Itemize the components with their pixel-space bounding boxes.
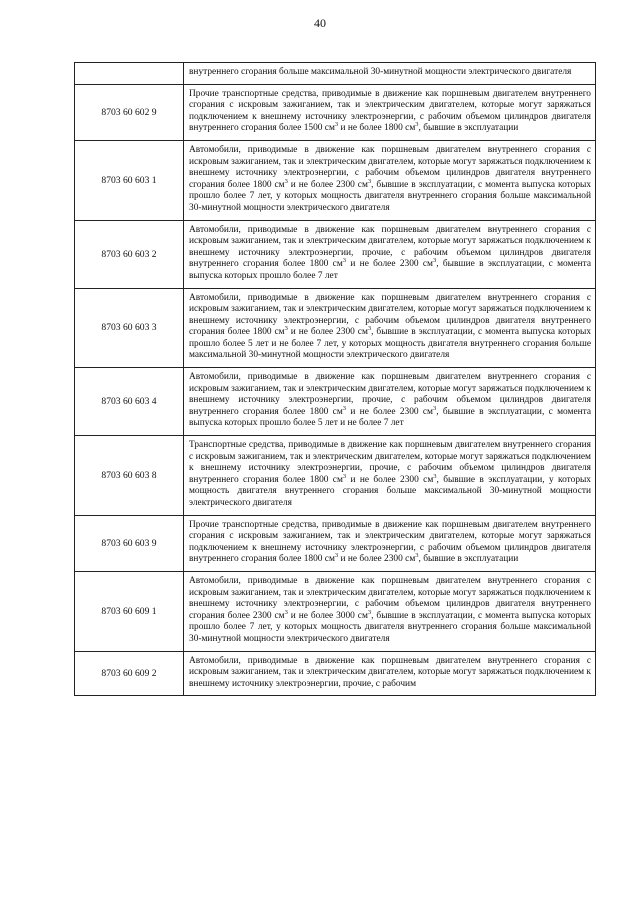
table-row — [75, 571, 596, 651]
description-text: и не более 2300 см — [346, 406, 433, 417]
table-row — [75, 368, 596, 436]
superscript-exponent: 3 — [433, 472, 437, 480]
description-text: и не более 2300 см — [346, 259, 433, 270]
description-text: , бывшие в эксплуатации — [418, 554, 519, 565]
description-text: и не более 2300 см — [287, 179, 368, 190]
description-text: , бывшие в эксплуатации — [418, 123, 519, 134]
superscript-exponent: 3 — [367, 177, 372, 185]
description-text: Автомобили, приводимые в движение как поршневым двигателем внутреннего сгорания с искровым зажиганием, так и электрическим двигателем, которые могут заряжаться подключением к внешнему источнику электроэнергии, с рабочим объемом цилиндров двигателя внутреннего сгорания более 1800 см — [189, 144, 591, 190]
goods-description — [184, 571, 596, 651]
goods-description — [184, 288, 596, 368]
table-row — [75, 436, 596, 516]
table-row — [75, 63, 596, 85]
tariff-code — [75, 63, 184, 85]
tariff-code: 8703 60 602 9 — [75, 84, 184, 140]
description-text: Транспортные средства, приводимые в движение как поршневым двигателем внутреннего сгорания с искровым зажиганием, так и электрическим двигателем, которые могут заряжаться подключением к внешнему источнику электроэнергии, прочие, с рабочим объемом цилиндров двигателя внутреннего сгорания более 1800 см — [189, 440, 591, 485]
superscript-exponent: 3 — [342, 472, 347, 480]
tariff-code: 8703 60 603 9 — [75, 515, 184, 571]
superscript-exponent: 3 — [415, 552, 419, 560]
table-body — [75, 63, 596, 696]
description-text: Прочие транспортные средства, приводимые в движение как поршневым двигателем внутреннего сгорания с искровым зажиганием, так и электрическим двигателем, которые могут заряжаться подключением к внешнему источнику электроэнергии, с рабочим объемом цилиндров двигателя внутреннего сгорания более 1800 см — [189, 519, 591, 565]
superscript-exponent: 3 — [284, 177, 288, 185]
description-text: и не более 2300 см — [338, 554, 416, 565]
superscript-exponent: 3 — [284, 325, 288, 333]
description-text: и не более 2300 см — [287, 327, 368, 338]
tariff-code: 8703 60 609 2 — [75, 651, 184, 696]
tariff-code: 8703 60 603 4 — [75, 368, 184, 436]
description-text: Автомобили, приводимые в движение как поршневым двигателем внутреннего сгорания с искровым зажиганием, так и электрическим двигателем, которые могут заряжаться подключением к внешнему источнику электроэнергии, прочие, с рабочим объемом цилиндров двигателя внутреннего сгорания более 1800 см — [189, 372, 591, 417]
superscript-exponent: 3 — [342, 404, 347, 412]
goods-description — [184, 436, 596, 516]
description-text: , бывшие в эксплуатации, с момента выпуска которых прошло более 5 лет и не более 7 лет, у которых мощность двигателя внутреннего сгорания больше максимальной 30-минутной мощности электрического двигателя — [189, 327, 592, 361]
description-text: , бывшие в эксплуатации, у которых мощность двигателя внутреннего сгорания больше максимальной 30-минутной мощности электрического двигателя — [189, 474, 591, 508]
superscript-exponent: 3 — [342, 257, 347, 265]
goods-description — [184, 368, 596, 436]
tariff-code: 8703 60 603 1 — [75, 140, 184, 220]
description-text: , бывшие в эксплуатации, с момента выпуска которых прошло более 5 лет и не более 7 лет — [189, 406, 592, 429]
page-number: 40 — [314, 16, 326, 30]
goods-description — [184, 84, 596, 140]
description-text: Автомобили, приводимые в движение как поршневым двигателем внутреннего сгорания с искровым зажиганием, так и электрическим двигателем, которые могут заряжаться подключением к внешнему источнику электроэнергии, с рабочим объемом цилиндров двигателя внутреннего сгорания более 1800 см — [189, 292, 591, 338]
tariff-code: 8703 60 603 2 — [75, 220, 184, 288]
description-text: и не более 3000 см — [287, 610, 368, 621]
superscript-exponent: 3 — [367, 325, 372, 333]
description-text: Автомобили, приводимые в движение как поршневым двигателем внутреннего сгорания с искровым зажиганием, так и электрическим двигателем, которые могут заряжаться подключением к внешнему источнику электроэнергии, с рабочим объемом цилиндров двигателя внутреннего сгорания более 2300 см — [189, 575, 591, 621]
goods-description — [184, 651, 596, 696]
goods-description — [184, 515, 596, 571]
description-text: и не более 1800 см — [338, 123, 416, 134]
description-text: Автомобили, приводимые в движение как поршневым двигателем внутреннего сгорания с искровым зажиганием, так и электрическим двигателем, которые могут заряжаться подключением к внешнему источнику электроэнергии, прочие, с рабочим объемом цилиндров двигателя внутреннего сгорания более 1800 см — [189, 224, 591, 270]
table-row — [75, 651, 596, 696]
description-text: Прочие транспортные средства, приводимые в движение как поршневым двигателем внутреннего сгорания с искровым зажиганием, так и электрическим двигателем, которые могут заряжаться подключением к внешнему источнику электроэнергии, с рабочим объемом цилиндров двигателя внутреннего сгорания более 1500 см — [189, 88, 591, 134]
superscript-exponent: 3 — [432, 257, 437, 265]
table-row — [75, 288, 596, 368]
superscript-exponent: 3 — [415, 121, 419, 129]
superscript-exponent: 3 — [334, 121, 339, 129]
goods-description — [184, 140, 596, 220]
description-text: Автомобили, приводимые в движение как поршневым двигателем внутреннего сгорания с искровым зажиганием, так и электрическим двигателем, которые могут заряжаться подключением к внешнему источнику электроэнергии, прочие, с рабочим — [189, 655, 591, 689]
goods-description — [184, 220, 596, 288]
description-text: , бывшие в эксплуатации, с момента выпуска которых прошло более 7 лет — [189, 259, 592, 281]
table-row — [75, 220, 596, 288]
table-row — [75, 515, 596, 571]
table-row — [75, 140, 596, 220]
tariff-code-table — [74, 62, 596, 696]
superscript-exponent: 3 — [367, 608, 372, 616]
tariff-code: 8703 60 603 3 — [75, 288, 184, 368]
superscript-exponent: 3 — [432, 404, 437, 412]
superscript-exponent: 3 — [284, 608, 288, 616]
tariff-code: 8703 60 609 1 — [75, 571, 184, 651]
description-text: и не более 2300 см — [346, 474, 434, 485]
table-row — [75, 84, 596, 140]
goods-description — [184, 63, 596, 85]
description-text: внутреннего сгорания больше максимальной 30-минутной мощности электрического двигателя — [189, 67, 572, 77]
description-text: , бывшие в эксплуатации, с момента выпуска которых прошло более 7 лет, у которых мощность двигателя внутреннего сгорания больше максимальной 30-минутной мощности электрического двигателя — [189, 179, 592, 213]
superscript-exponent: 3 — [334, 552, 339, 560]
description-text: , бывшие в эксплуатации, с момента выпуска которых прошло более 7 лет, у которых мощность двигателя внутреннего сгорания больше максимальной 30-минутной мощности электрического двигателя — [189, 610, 592, 644]
tariff-code: 8703 60 603 8 — [75, 436, 184, 516]
